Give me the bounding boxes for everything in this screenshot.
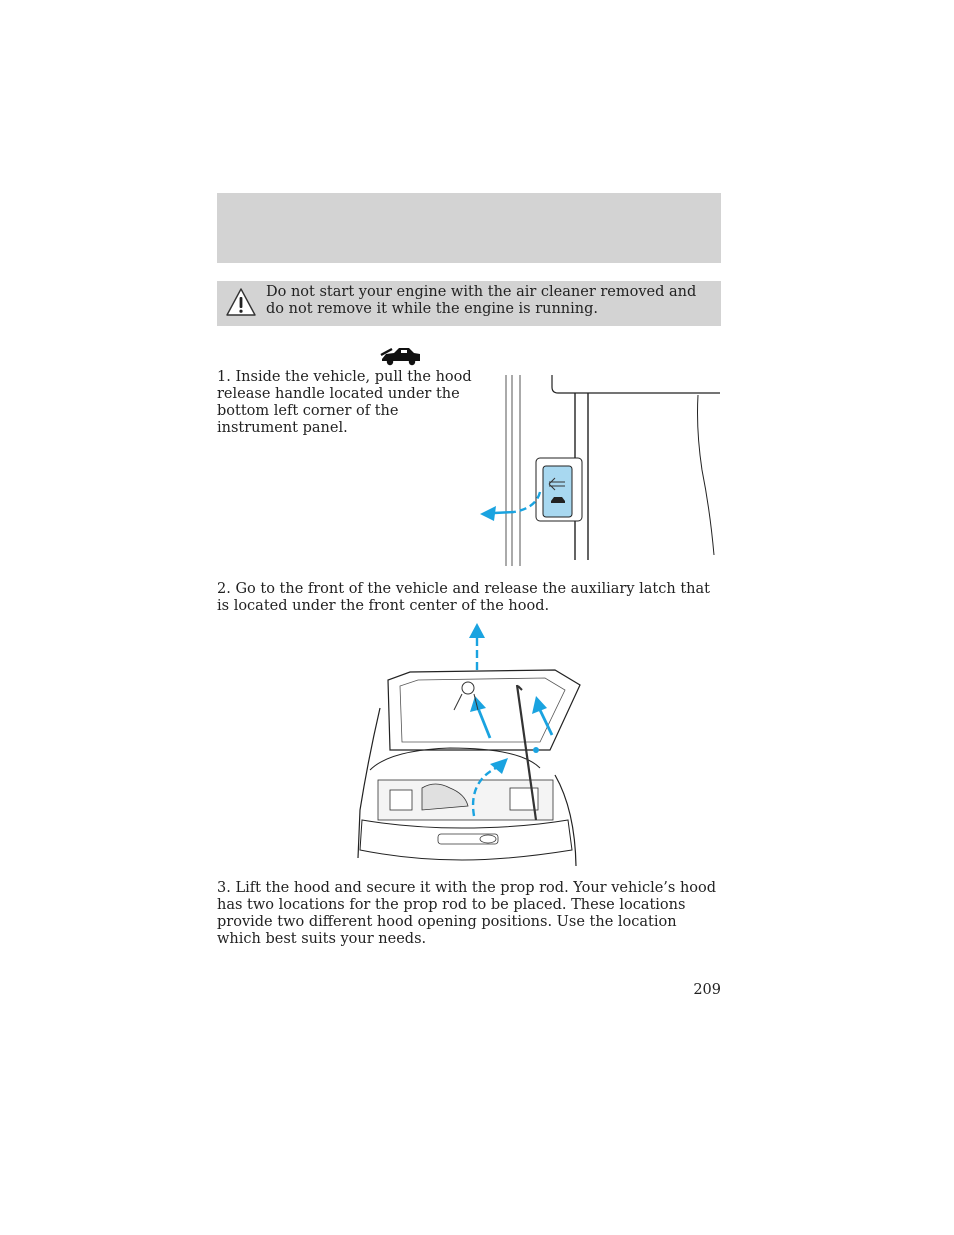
step-2-text: 2. Go to the front of the vehicle and release the auxiliary latch that is located under the front center of the hood. bbox=[217, 581, 710, 614]
open-hood-illustration bbox=[350, 620, 585, 868]
warning-text: Do not start your engine with the air cleaner removed and do not remove it while the engine is running. bbox=[266, 284, 697, 317]
hood-release-illustration bbox=[470, 370, 722, 570]
warning-box bbox=[217, 281, 721, 326]
page-number: 209 bbox=[693, 982, 721, 998]
car-hood-icon bbox=[380, 345, 422, 367]
section-header-band bbox=[217, 193, 721, 263]
step-1-text: 1. Inside the vehicle, pull the hood release handle located under the bottom left corner of the instrument panel. bbox=[217, 369, 472, 436]
step-3-text: 3. Lift the hood and secure it with the prop rod. Your vehicle’s hood has two locations for the prop rod to be placed. These locations provide two different hood opening positions. Use the location which best suits your needs. bbox=[217, 880, 717, 947]
warning-triangle-icon bbox=[225, 286, 257, 318]
